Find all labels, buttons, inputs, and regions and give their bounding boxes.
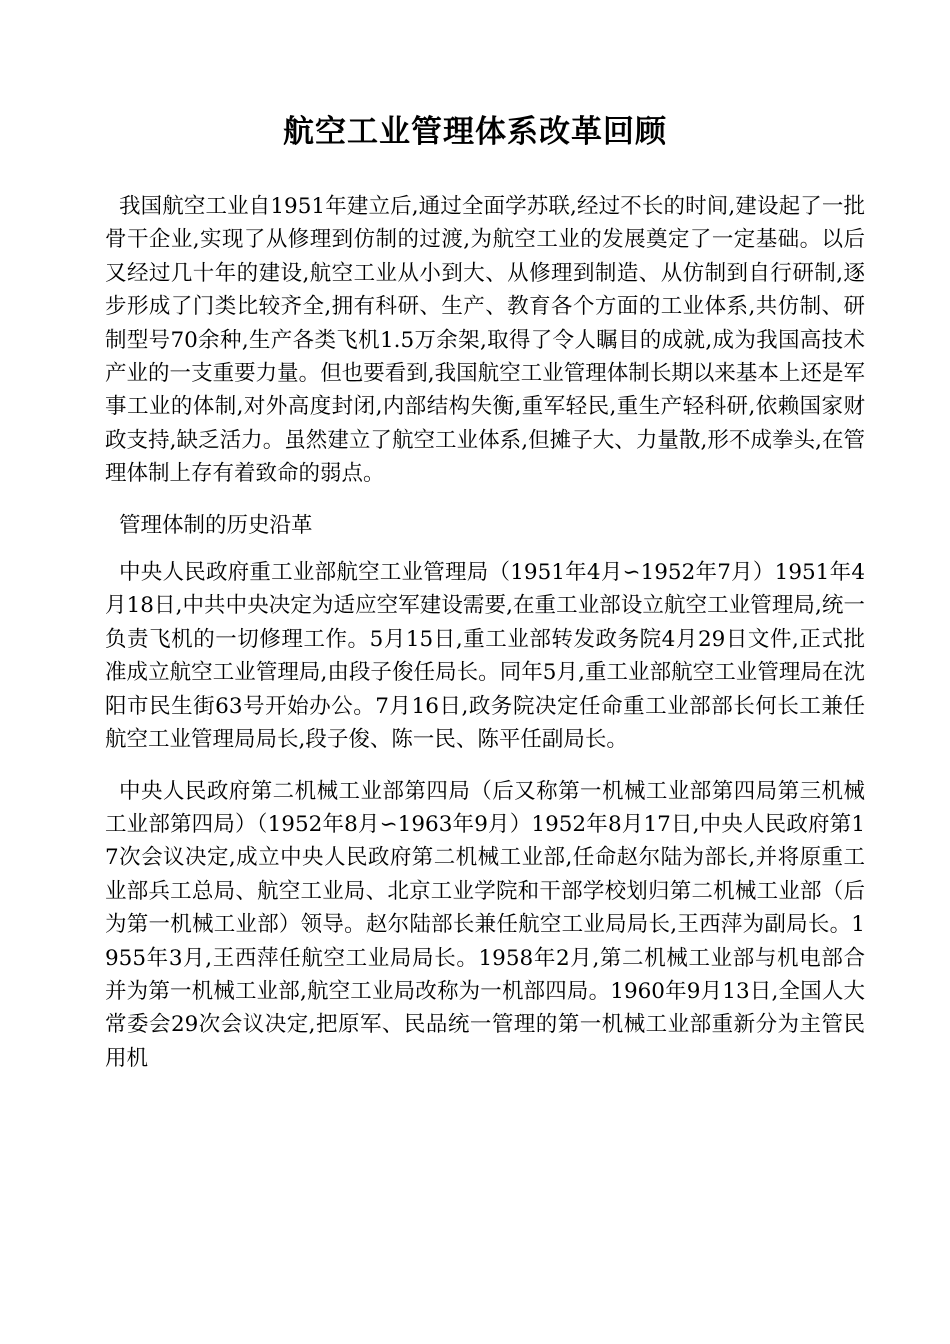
document-body [105,190,865,1093]
intro-paragraph: 我国航空工业自1951年建立后,通过全面学苏联,经过不长的时间,建设起了一批骨干企业,实现了从修理到仿制的过渡,为航空工业的发展奠定了一定基础。以后又经过几十年的建设,航空工业从小到大、从修理到制造、从仿制到自行研制,逐步形成了门类比较齐全,拥有科研、生产、教育各个方面的工业体系,共仿制、研制型号70余种,生产各类飞机1.5万余架,取得了令人瞩目的成就,成为我国高技术产业的一支重要力量。但也要看到,我国航空工业管理体制长期以来基本上还是军事工业的体制,对外高度封闭,内部结构失衡,重军轻民,重生产轻科研,依赖国家财政支持,缺乏活力。虽然建立了航空工业体系,但摊子大、力量散,形不成拳头,在管理体制上存有着致命的弱点。 [105,194,865,487]
history-paragraph-1: 中央人民政府重工业部航空工业管理局（1951年4月∽1952年7月）1951年4月18日,中共中央决定为适应空军建设需要,在重工业部设立航空工业管理局,统一负责飞机的一切修理工作。5月15日,重工业部转发政务院4月29日文件,正式批准成立航空工业管理局,由段子俊任局长。同年5月,重工业部航空工业管理局在沈阳市民生街63号开始办公。7月16日,政务院决定任命重工业部部长何长工兼任航空工业管理局局长,段子俊、陈一民、陈平任副局长。 [105,560,865,753]
section-heading: 管理体制的历史沿革 [119,512,313,538]
history-paragraph-2: 中央人民政府第二机械工业部第四局（后又称第一机械工业部第四局第三机械工业部第四局）（1952年8月∽1963年9月）1952年8月17日,中央人民政府第17次会议决定,成立中央人民政府第二机械工业部,任命赵尔陆为部长,并将原重工业部兵工总局、航空工业局、北京工业学院和干部学校划归第二机械工业部（后为第一机械工业部）领导。赵尔陆部长兼任航空工业局局长,王西萍为副局长。1955年3月,王西萍任航空工业局局长。1958年2月,第二机械工业部与机电部合并为第一机械工业部,航空工业局改称为一机部四局。1960年9月13日,全国人大常委会29次会议决定,把原军、民品统一管理的第一机械工业部重新分为主管民用机 [105,778,865,1071]
document-title: 航空工业管理体系改革回顾 [283,114,667,150]
